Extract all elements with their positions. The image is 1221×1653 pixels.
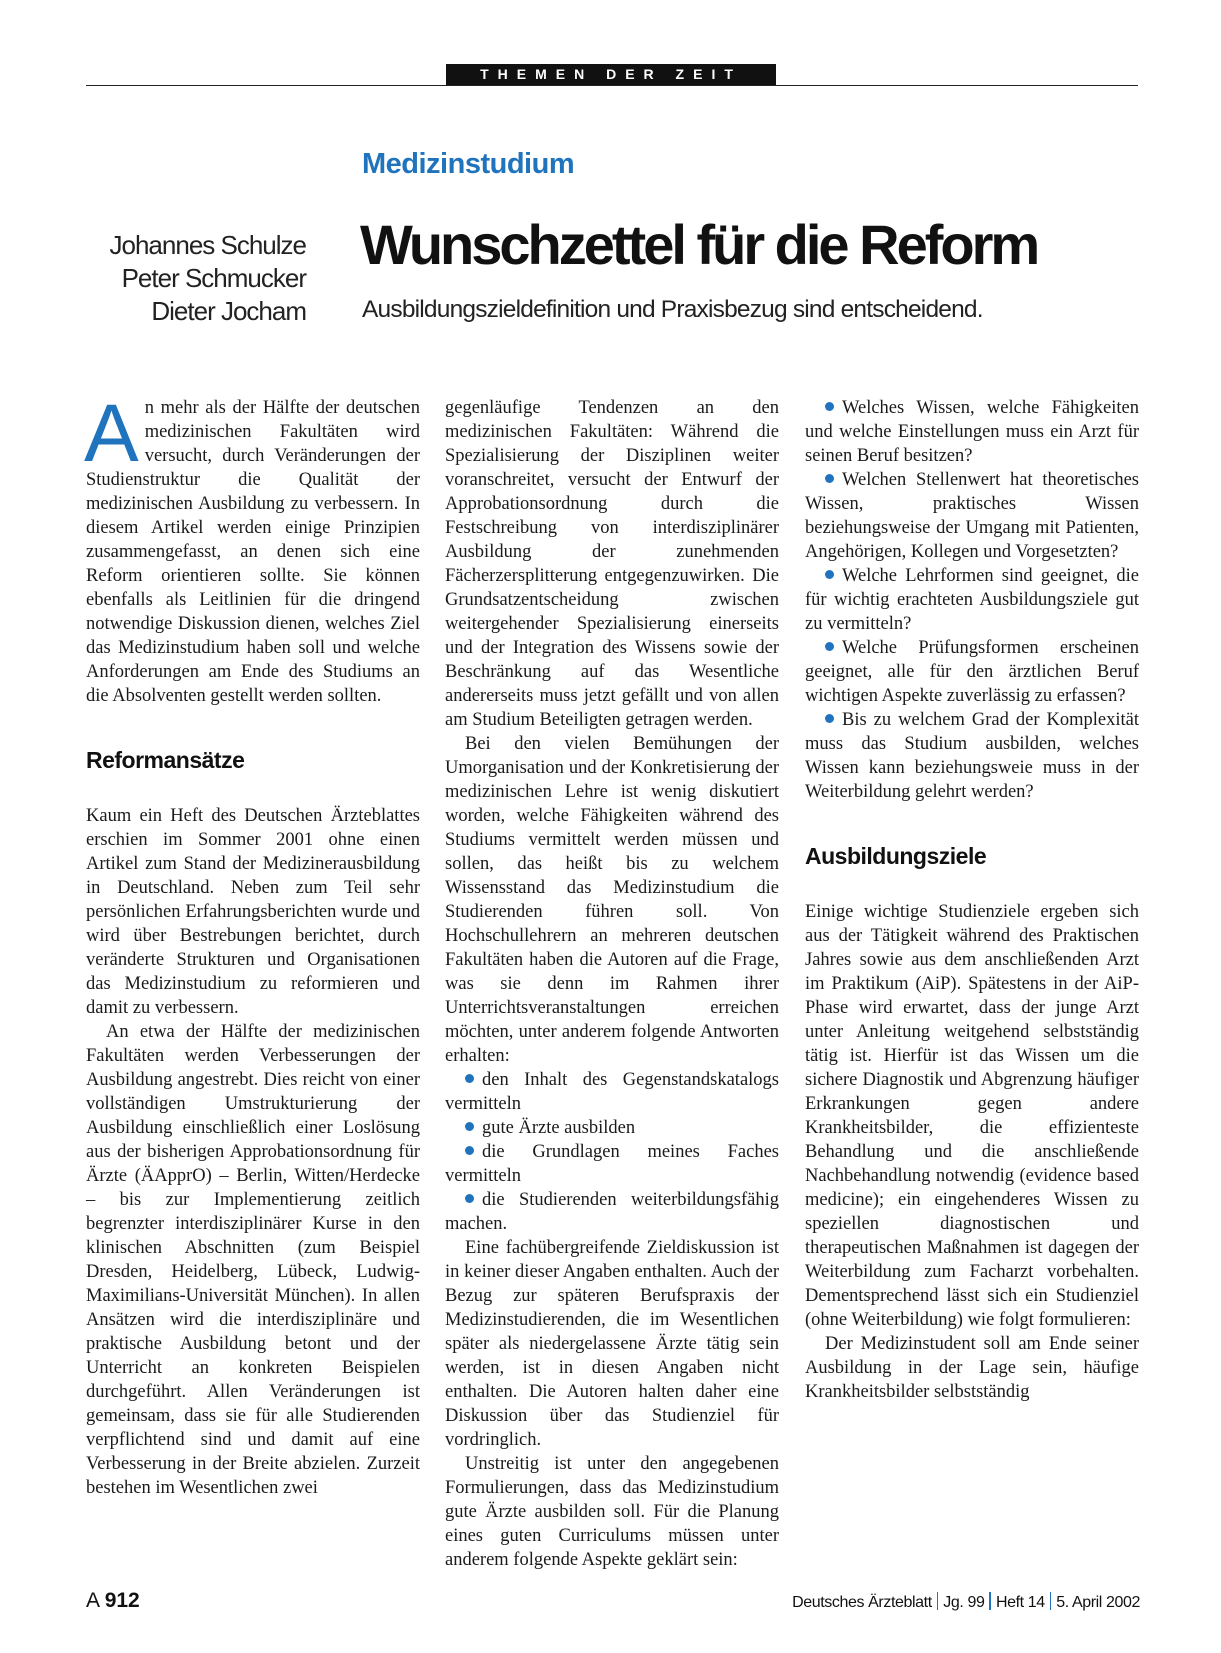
bullet-dot-icon — [825, 402, 834, 411]
journal-citation — [792, 1592, 1140, 1612]
text-column-3 — [805, 396, 1139, 1556]
text-column-2 — [445, 396, 779, 1570]
section-heading: Reformansätze — [86, 747, 245, 773]
paragraph: gegenläufige Tendenzen an den medizinischen Fakultäten: Während die Spezialisierung der Disziplinen weiter voranschreitet, versucht der Entwurf der Approbationsordnung durch die Festschreibung von interdisziplinärer Ausbildung der zunehmenden Fächerzersplitterung entgegenzuwirken. Die Grundsatzentscheidung zwischen weitergehender Spezialisierung einerseits und der Integration des Wissens sowie der Beschränkung auf das Wesentliche andererseits muss jetzt gefällt und von allen am Studium Beteiligten getragen werden. — [445, 398, 779, 730]
article-title: Wunschzettel für die Reform — [360, 213, 1038, 276]
drop-cap: A — [84, 388, 139, 479]
bullet-dot-icon — [825, 642, 834, 651]
bullet-item: die Studierenden weiterbildungsfähig machen. — [445, 1190, 779, 1234]
bullet-item: die Grundlagen meines Faches vermitteln — [445, 1142, 779, 1186]
bullet-item: den Inhalt des Gegenstandskatalogs vermitteln — [445, 1070, 779, 1114]
author: Peter Schmucker — [121, 263, 306, 293]
paragraph: Bei den vielen Bemühungen der Umorganisation und der Konkretisierung der medizinischen Lehre ist wenig diskutiert worden, welche Fähigkeiten während des Studiums vermittelt werden müssen und sollen, das heißt bis zu welchem Wissensstand das Medizinstudium die Studierenden führen soll. Von Hochschullehrern an mehreren deutschen Fakultäten haben die Autoren auf die Frage, was sie denn im Rahmen ihrer Unterrichtsveranstaltungen erreichen möchten, unter anderem folgende Antworten erhalten: — [445, 734, 779, 1066]
bullet-item: gute Ärzte ausbilden — [445, 1116, 779, 1140]
author: Johannes Schulze — [109, 230, 306, 260]
bullet-item: Bis zu welchem Grad der Komplexität muss das Studium ausbilden, welches Wissen kann beziehungsweie muss in der Weiterbildung gelehrt werden? — [805, 710, 1139, 802]
author-list — [86, 229, 306, 328]
separator — [989, 1592, 991, 1610]
intro-text: n mehr als der Hälfte der deutschen medizinischen Fakultäten wird versucht, durch Veränderungen der Studienstruktur die Qualität der medizinischen Ausbildung zu verbessern. In diesem Artikel werden einige Prinzipien zusammengefasst, an denen sich eine Reform orientieren sollte. Sie können ebenfalls als Leitlinien für die dringend notwendige Diskussion dienen, welches Ziel das Medizinstudium haben soll und welche Anforderungen am Ende des Studiums an die Absolventen gestellt werden sollten. — [86, 398, 420, 706]
volume: Jg. 99 — [943, 1594, 985, 1611]
paragraph: An etwa der Hälfte der medizinischen Fakultäten werden Verbesserungen der Ausbildung angestrebt. Dies reicht von einer vollständigen Umstrukturierung der Ausbildung einschließlich einer Loslösung aus der bisherigen Approbationsordnung für Ärzte (ÄApprO) – Berlin, Witten/Herdecke – bis zur Implementierung zeitlich begrenzter interdisziplinärer Kurse in den klinischen Abschnitten (zum Beispiel Dresden, Heidelberg, Lübeck, Ludwig-Maximilians-Universität München). In allen Ansätzen wird die interdisziplinäre und praktische Ausbildung betont und der Unterricht an konkreten Beispielen durchgeführt. Allen Veränderungen ist gemeinsam, dass sie für alle Studierenden verpflichtend sind und damit auf eine Verbesserung in der Breite abzielen. Zurzeit bestehen im Wesentlichen zwei — [86, 1022, 420, 1498]
bullet-dot-icon — [465, 1122, 474, 1131]
paragraph: Der Medizinstudent soll am Ende seiner Ausbildung in der Lage sein, häufige Krankheitsbilder selbstständig — [805, 1334, 1139, 1402]
bullet-dot-icon — [465, 1146, 474, 1155]
bullet-item: Welchen Stellenwert hat theoretisches Wissen, praktisches Wissen beziehungsweise der Umgang mit Patienten, Angehörigen, Kollegen und Vorgesetzten? — [805, 470, 1139, 562]
paragraph: Eine fachübergreifende Zieldiskussion ist in keiner dieser Angaben enthalten. Auch der Bezug zur späteren Berufspraxis der Medizinstudierenden, die im Wesentlichen später als niedergelassene Ärzte tätig sein werden, ist in diesen Angaben nicht enthalten. Die Autoren halten daher eine Diskussion über das Studienziel für vordringlich. — [445, 1238, 779, 1450]
section-heading: Ausbildungsziele — [805, 843, 987, 869]
paragraph: Unstreitig ist unter den angegebenen Formulierungen, dass das Medizinstudium gute Ärzte ausbilden soll. Für die Planung eines guten Curriculums müssen unter anderem folgende Aspekte geklärt sein: — [445, 1454, 779, 1570]
journal-name: Deutsches Ärzteblatt — [792, 1594, 932, 1611]
issue-date: 5. April 2002 — [1056, 1594, 1140, 1611]
bullet-dot-icon — [825, 474, 834, 483]
author: Dieter Jocham — [151, 296, 306, 326]
page-number: A 912 — [86, 1589, 140, 1612]
paragraph: Kaum ein Heft des Deutschen Ärzteblattes erschien im Sommer 2001 ohne einen Artikel zum Stand der Medizinerausbildung in Deutschland. Neben zum Teil sehr persönlichen Erfahrungsberichten wurde und wird über Bestrebungen berichtet, durch veränderte Strukturen und Organisationen das Medizinstudium zu reformieren und damit zu verbessern. — [86, 806, 420, 1018]
bullet-item: Welche Prüfungsformen erscheinen geeignet, alle für den ärztlichen Beruf wichtigen Aspekte zuverlässig zu erfassen? — [805, 638, 1139, 706]
bullet-dot-icon — [465, 1074, 474, 1083]
issue: Heft 14 — [995, 1594, 1045, 1611]
paragraph: Einige wichtige Studienziele ergeben sich aus der Tätigkeit während des Praktischen Jahres sowie aus dem anschließenden Arzt im Praktikum (AiP). Spätestens in der AiP-Phase wird erwartet, dass der junge Arzt unter Anleitung weitgehend selbstständig tätig ist. Hierfür ist das Wissen um die sichere Diagnostik und Abgrenzung häufiger Erkrankungen gegen andere Krankheitsbilder, die effizienteste Behandlung und die anschließende Nachbehandlung notwendig (evidence based medicine); ein eingehenderes Wissen zu speziellen diagnostischen und therapeutischen Maßnahmen ist dagegen der Weiterbildung zum Facharzt vorbehalten. Dementsprechend lässt sich ein Studienziel (ohne Weiterbildung) wie folgt formulieren: — [805, 902, 1139, 1330]
section-tag: THEMEN DER ZEIT — [446, 64, 776, 85]
bullet-dot-icon — [825, 714, 834, 723]
bullet-dot-icon — [465, 1194, 474, 1203]
article-subtitle: Ausbildungszieldefinition und Praxisbezug sind entscheidend. — [362, 296, 983, 323]
header-rule — [86, 85, 1138, 86]
text-column-1 — [84, 388, 420, 1556]
separator — [937, 1592, 939, 1610]
intro-paragraph — [84, 388, 420, 708]
bullet-dot-icon — [825, 570, 834, 579]
bullet-item: Welche Lehrformen sind geeignet, die für wichtig erachteten Ausbildungsziele gut zu vermitteln? — [805, 566, 1139, 634]
separator — [1050, 1592, 1052, 1610]
article-kicker: Medizinstudium — [362, 148, 575, 180]
bullet-item: Welches Wissen, welche Fähigkeiten und welche Einstellungen muss ein Arzt für seinen Beruf besitzen? — [805, 398, 1139, 466]
